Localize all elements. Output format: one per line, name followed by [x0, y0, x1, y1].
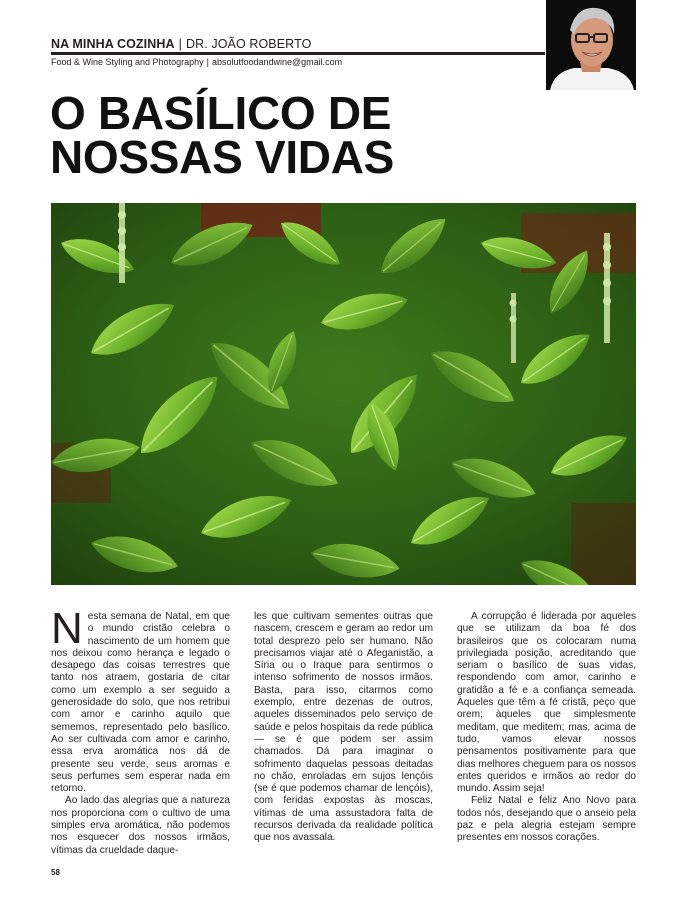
- author-email[interactable]: absolutfoodandwine@gmail.com: [211, 57, 343, 67]
- headline-line-2: NOSSAS VIDAS: [50, 131, 395, 183]
- tagline: Food & Wine Styling and Photography: [51, 57, 204, 67]
- paragraph: les que cultivam sementes outras que nascem, crescem e geram ao redor um total desprezo pelo ser humano. Não precisamos viajar até o Afeganistão, a Síria ou o Iraque para sentirmos o intenso sofrimento de nossos irmãos. Basta, para isso, citarmos como exemplo, entre dezenas de outros, aqueles disseminados pelo serviço de saúde e pelos hospitais da rede pública — se é que podem ser assim chamados. Dá para imaginar o sofrimento daquelas pessoas deitadas no chão, enroladas em sujos lençóis (se é que podemos chamar de lençóis), com feridas expostas às moscas, vítimas de uma assustadora falta de recursos derivada da realidade política que nos avassala.: [254, 611, 433, 844]
- article-column-2: [254, 611, 433, 861]
- drop-cap: N: [51, 604, 83, 653]
- paragraph: A corrupção é liderada por aqueles que se utilizam da boa fé dos brasileiros que os colocaram numa privilegiada posição, acreditando que seriam o basílico de suas vidas, respondendo com amor, carinho e gratidão a fé e a confiança semeada. Àqueles que têm a fé cristã, peço que orem; àqueles que simplesmente meditam, que meditem; mas, acima de tudo, vamos elevar nossos pensamentos positivamente para que dias melhores cheguem para os nossos entes queridos e irmãos ao redor do mundo. Assim seja!: [457, 611, 636, 795]
- basil-photo: [51, 203, 636, 585]
- column-name: NA MINHA COZINHA: [51, 37, 175, 51]
- paragraph-text: esta semana de Natal, em que o mundo cristão celebra o nascimento de um homem que nos deixou como herança e legado o desapego das coisas terrestres que tanto nos atraem, gostaria de citar como um exemplo a ser seguido a generosidade do solo, que nos retribui com amor e carinho aquilo que sememos, representado pelo basílico. Ao ser cultivada com amor e carinho, essa erva aromática nos dá de presente seu verde, seus aromas e seus perfumes sem esperar nada em retorno.: [51, 611, 230, 795]
- author-portrait: [546, 0, 636, 90]
- column-header: [51, 37, 545, 52]
- page-number: 58: [51, 868, 60, 877]
- article-column-3: [457, 611, 636, 861]
- article-column-1: [51, 604, 230, 861]
- header-rule: [51, 52, 545, 55]
- byline: [51, 57, 342, 67]
- paragraph: Ao lado das alegrias que a natureza nos proporciona com o cultivo de uma simples erva aromática, não podemos nos esquecer dos nossos irmãos, vítimas da crueldade daque-: [51, 795, 230, 856]
- paragraph: [51, 604, 230, 795]
- column-title: [51, 37, 545, 52]
- tagline-separator: |: [206, 57, 209, 67]
- headline-line-1: O BASÍLICO DE: [50, 87, 392, 139]
- paragraph: Feliz Natal e feliz Ano Novo para todos nós, desejando que o anseio pela paz e pela alegria estejam sempre presentes em nossos corações.: [457, 795, 636, 844]
- article-body: [51, 604, 636, 861]
- article-headline: [50, 87, 520, 183]
- author-name: DR. JOÃO ROBERTO: [185, 37, 312, 51]
- header-separator: |: [178, 37, 182, 51]
